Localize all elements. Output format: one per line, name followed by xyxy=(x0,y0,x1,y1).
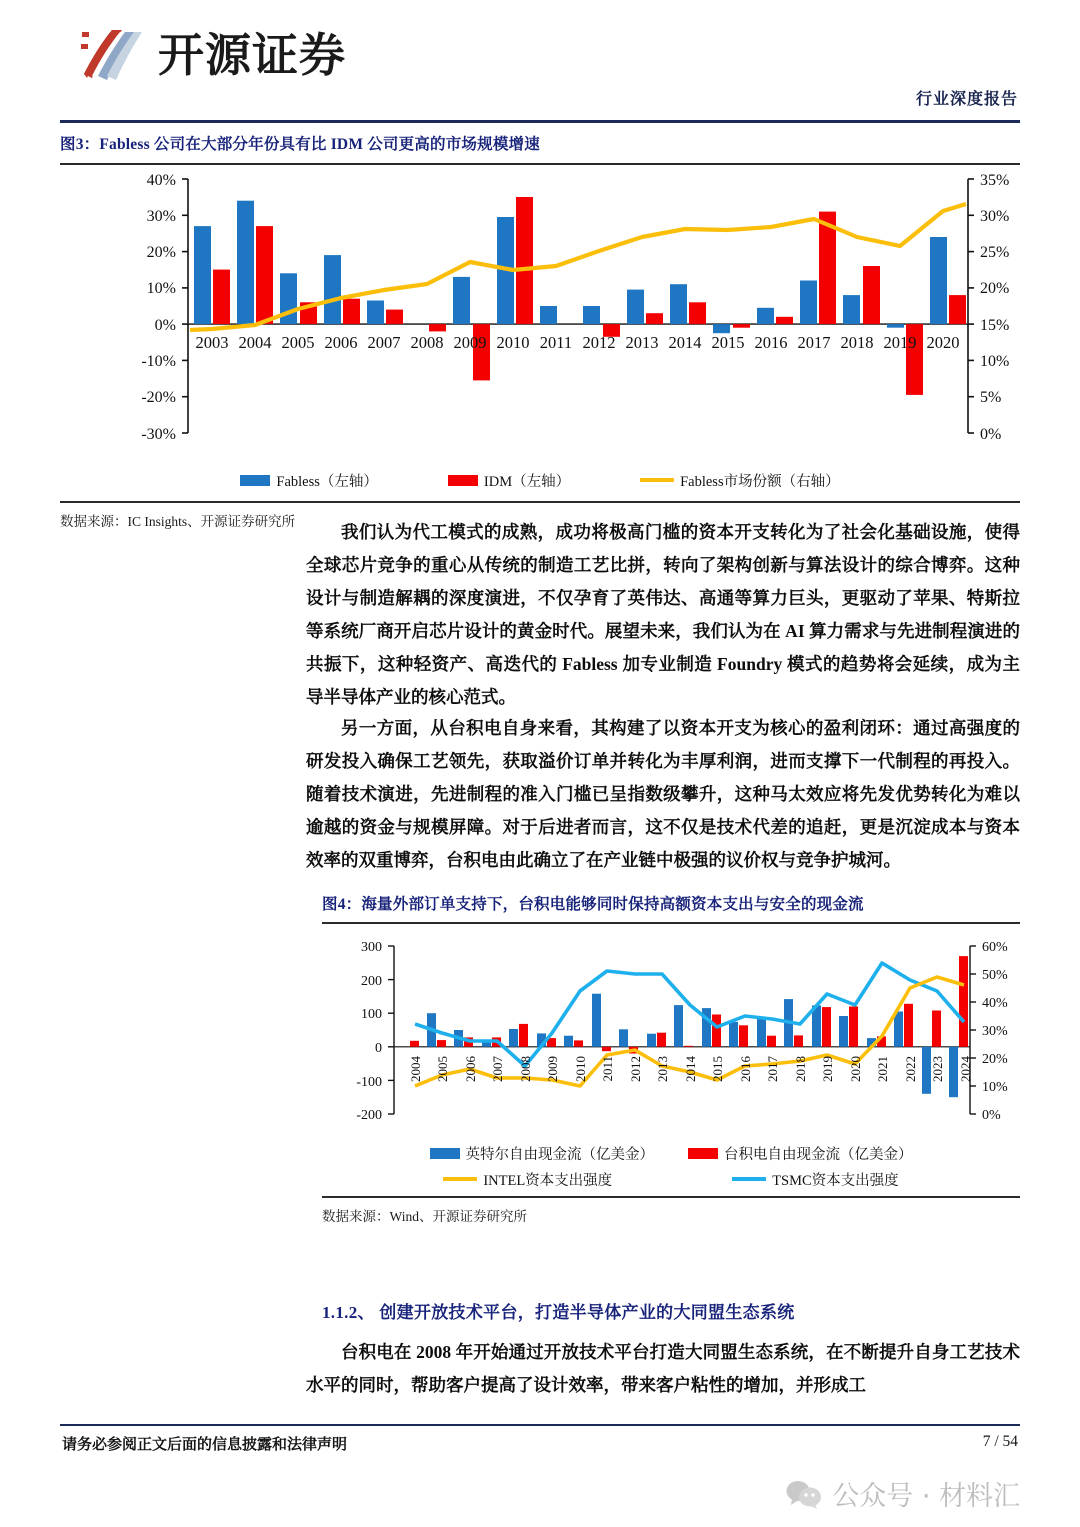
paragraph-2: 另一方面，从台积电自身来看，其构建了以资本开支为核心的盈利闭环：通过高强度的研发投入确保工艺领先，获取溢价订单并转化为丰厚利润，进而支撑下一代制程的再投入。随着技术演进，先进制程的准入门槛已呈指数级攀升，这种马太效应将先发优势转化为难以逾越的资金与规模屏障。对于后进者而言，这不仅是技术代差的追赶，更是沉淀成本与资本效率的双重博弈，台积电由此确立了在产业链中极强的议价权与竞争护城河。 xyxy=(306,718,1020,870)
svg-text:2005: 2005 xyxy=(435,1056,450,1082)
legend-label: Fabless市场份额（右轴） xyxy=(680,473,840,490)
svg-text:2005: 2005 xyxy=(281,333,315,352)
figure-4-legend-row-1 xyxy=(322,1140,1020,1166)
figure-3-chart xyxy=(60,165,1020,465)
svg-text:2020: 2020 xyxy=(926,333,960,352)
svg-text:2013: 2013 xyxy=(655,1056,670,1082)
legend-swatch-blue xyxy=(240,475,270,486)
svg-text:40%: 40% xyxy=(146,172,176,189)
svg-text:2019: 2019 xyxy=(820,1056,835,1082)
svg-text:35%: 35% xyxy=(980,172,1010,189)
svg-text:30%: 30% xyxy=(982,1024,1008,1039)
kaiyuan-logo-icon xyxy=(78,24,148,86)
svg-text:2016: 2016 xyxy=(754,333,788,352)
svg-text:2008: 2008 xyxy=(518,1056,533,1082)
legend-item-tsmc-fcf xyxy=(688,1143,913,1164)
svg-text:2016: 2016 xyxy=(738,1056,753,1082)
figure-3-svg xyxy=(60,165,1020,465)
svg-text:2014: 2014 xyxy=(668,333,702,352)
legend-item-fabless xyxy=(240,470,378,491)
figure-3-bottom-divider xyxy=(60,501,1020,503)
svg-text:100: 100 xyxy=(361,1007,382,1022)
svg-text:20%: 20% xyxy=(982,1052,1008,1067)
legend-item-fabless-share xyxy=(640,470,840,491)
legend-item-intel-capex xyxy=(443,1169,612,1190)
svg-text:2013: 2013 xyxy=(625,333,659,352)
paragraph-3: 台积电在 2008 年开始通过开放技术平台打造大同盟生态系统，在不断提升自身工艺技术水平的同时，帮助客户提高了设计效率，带来客户粘性的增加，并形成工 xyxy=(306,1342,1020,1395)
svg-text:2009: 2009 xyxy=(453,333,487,352)
brand-logo xyxy=(78,24,346,86)
svg-text:30%: 30% xyxy=(980,208,1010,225)
legend-swatch-blue xyxy=(430,1148,460,1159)
svg-text:30%: 30% xyxy=(146,208,176,225)
svg-text:2007: 2007 xyxy=(367,333,401,352)
svg-text:2022: 2022 xyxy=(903,1056,918,1082)
svg-text:2015: 2015 xyxy=(711,333,745,352)
legend-line-yellow xyxy=(443,1177,477,1181)
svg-text:-10%: -10% xyxy=(141,353,176,370)
svg-text:20%: 20% xyxy=(146,244,176,261)
legend-label: 英特尔自由现金流（亿美金） xyxy=(465,1146,654,1163)
svg-text:2014: 2014 xyxy=(683,1056,698,1082)
legend-swatch-red xyxy=(688,1148,718,1159)
svg-text:2006: 2006 xyxy=(463,1056,478,1082)
svg-text:2020: 2020 xyxy=(848,1056,863,1082)
svg-text:2023: 2023 xyxy=(930,1056,945,1082)
figure-3-legend xyxy=(60,467,1020,493)
svg-text:0%: 0% xyxy=(982,1108,1001,1123)
svg-text:2004: 2004 xyxy=(408,1056,423,1082)
svg-text:-30%: -30% xyxy=(141,426,176,443)
svg-text:2015: 2015 xyxy=(710,1056,725,1082)
svg-text:2024: 2024 xyxy=(958,1056,973,1082)
legend-line-cyan xyxy=(732,1177,766,1181)
legend-label: Fabless（左轴） xyxy=(276,473,378,490)
svg-text:2011: 2011 xyxy=(600,1056,615,1082)
svg-text:40%: 40% xyxy=(982,996,1008,1011)
svg-text:2003: 2003 xyxy=(195,333,229,352)
svg-text:-200: -200 xyxy=(356,1108,382,1123)
svg-text:10%: 10% xyxy=(146,280,176,297)
watermark xyxy=(786,1474,1020,1513)
figure-4-source: 数据来源：Wind、开源证券研究所 xyxy=(322,1209,527,1224)
svg-text:2009: 2009 xyxy=(545,1056,560,1082)
figure-4-svg xyxy=(322,924,1020,1140)
svg-text:2007: 2007 xyxy=(490,1056,505,1082)
figure-3 xyxy=(60,132,1020,530)
paragraph-1: 我们认为代工模式的成熟，成功将极高门槛的资本开支转化为了社会化基础设施，使得全球芯片竞争的重心从传统的制造工艺比拼，转向了架构创新与算法设计的综合博弈。这种设计与制造解耦的深度演进，不仅孕育了英伟达、高通等算力巨头，更驱动了苹果、特斯拉等系统厂商开启芯片设计的黄金时代。展望未来，我们认为在 AI 算力需求与先进制程演进的共振下，这种轻资产、高迭代的 Fabless 加专业制造 Foundry 模式的趋势将会延续，成为主导半导体产业的核心范式。 xyxy=(306,522,1020,707)
svg-text:60%: 60% xyxy=(982,940,1008,955)
svg-text:20%: 20% xyxy=(980,280,1010,297)
svg-text:2004: 2004 xyxy=(238,333,272,352)
legend-item-tsmc-capex xyxy=(732,1169,899,1190)
svg-text:0%: 0% xyxy=(980,426,1002,443)
svg-text:2012: 2012 xyxy=(628,1056,643,1082)
figure-3-title: 图3：Fabless 公司在大部分年份具有比 IDM 公司更高的市场规模增速 xyxy=(60,136,540,153)
svg-text:2018: 2018 xyxy=(840,333,874,352)
figure-4-bottom-divider xyxy=(322,1196,1020,1198)
footer-divider xyxy=(60,1424,1020,1426)
footer-disclaimer: 请务必参阅正文后面的信息披露和法律声明 xyxy=(62,1437,348,1453)
svg-text:2010: 2010 xyxy=(496,333,530,352)
figure-4 xyxy=(322,892,1020,1225)
section-heading-1-1-2: 1.1.2、 创建开放技术平台，打造半导体产业的大同盟生态系统 xyxy=(322,1303,795,1322)
svg-text:2011: 2011 xyxy=(539,333,573,352)
svg-text:2021: 2021 xyxy=(875,1056,890,1082)
legend-swatch-red xyxy=(448,475,478,486)
svg-text:15%: 15% xyxy=(980,317,1010,334)
svg-text:200: 200 xyxy=(361,974,382,989)
figure-3-source: 数据来源：IC Insights、开源证券研究所 xyxy=(60,514,296,529)
figure-4-legend xyxy=(322,1140,1020,1192)
svg-text:2006: 2006 xyxy=(324,333,358,352)
legend-label: 台积电自由现金流（亿美金） xyxy=(724,1146,913,1163)
page-header xyxy=(0,0,1080,112)
wechat-icon xyxy=(786,1479,822,1509)
svg-text:-100: -100 xyxy=(356,1075,382,1090)
svg-text:50%: 50% xyxy=(982,968,1008,983)
svg-text:2017: 2017 xyxy=(797,333,831,352)
legend-line-yellow xyxy=(640,478,674,482)
svg-text:300: 300 xyxy=(361,940,382,955)
svg-text:10%: 10% xyxy=(980,353,1010,370)
svg-text:0: 0 xyxy=(375,1041,382,1056)
watermark-text: 公众号 · 材料汇 xyxy=(832,1481,1020,1512)
figure-4-chart xyxy=(322,924,1020,1140)
svg-text:-20%: -20% xyxy=(141,389,176,406)
legend-item-idm xyxy=(448,470,570,491)
svg-text:0%: 0% xyxy=(154,317,176,334)
svg-text:5%: 5% xyxy=(980,389,1002,406)
report-type-label: 行业深度报告 xyxy=(915,91,1018,108)
svg-text:2017: 2017 xyxy=(765,1056,780,1082)
legend-label: TSMC资本支出强度 xyxy=(772,1172,899,1189)
figure-4-title: 图4：海量外部订单支持下，台积电能够同时保持高额资本支出与安全的现金流 xyxy=(322,896,864,913)
header-divider xyxy=(60,120,1020,123)
svg-text:2008: 2008 xyxy=(410,333,444,352)
brand-name: 开源证券 xyxy=(158,28,346,82)
svg-text:10%: 10% xyxy=(982,1080,1008,1095)
svg-text:25%: 25% xyxy=(980,244,1010,261)
svg-text:2012: 2012 xyxy=(582,333,616,352)
figure-4-legend-row-2 xyxy=(322,1166,1020,1192)
svg-text:2019: 2019 xyxy=(883,333,917,352)
page-number: 7 / 54 xyxy=(982,1433,1018,1450)
svg-text:2010: 2010 xyxy=(573,1056,588,1082)
legend-label: INTEL资本支出强度 xyxy=(483,1172,613,1189)
svg-text:2018: 2018 xyxy=(793,1056,808,1082)
legend-item-intel-fcf xyxy=(430,1143,655,1164)
legend-label: IDM（左轴） xyxy=(483,473,571,490)
